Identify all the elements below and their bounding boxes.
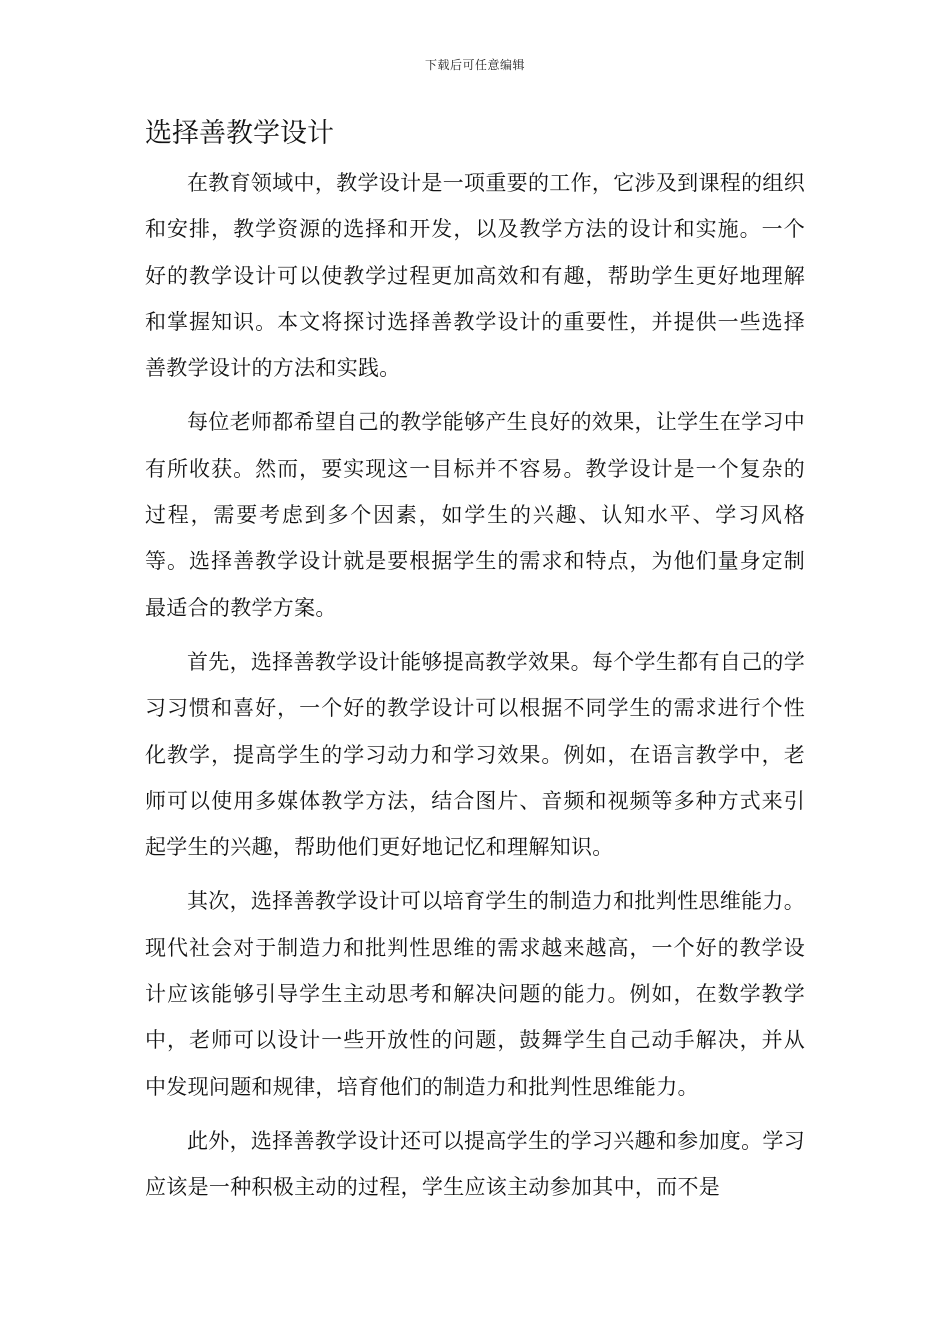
paragraph-5: 此外，选择善教学设计还可以提高学生的学习兴趣和参加度。学习应该是一种积极主动的过程，学生应该主动参加其中，而不是 [145,1128,805,1200]
paragraph-2: 每位老师都希望自己的教学能够产生良好的效果，让学生在学习中有所收获。然而，要实现这一目标并不容易。教学设计是一个复杂的过程，需要考虑到多个因素，如学生的兴趣、认知水平、学习风格等。选择善教学设计就是要根据学生的需求和特点，为他们量身定制最适合的教学方案。 [145,410,805,620]
page-header-note: 下载后可任意编辑 [424,58,525,72]
document-body [145,160,805,1219]
paragraph-3: 首先，选择善教学设计能够提高教学效果。每个学生都有自己的学习习惯和喜好，一个好的教学设计可以根据不同学生的需求进行个性化教学，提高学生的学习动力和学习效果。例如，在语言教学中，老师可以使用多媒体教学方法，结合图片、音频和视频等多种方式来引起学生的兴趣，帮助他们更好地记忆和理解知识。 [145,649,805,860]
document-title: 选择善教学设计 [145,118,334,149]
paragraph-4: 其次，选择善教学设计可以培育学生的制造力和批判性思维能力。现代社会对于制造力和批判性思维的需求越来越高，一个好的教学设计应该能够引导学生主动思考和解决问题的能力。例如，在数学教学中，老师可以设计一些开放性的问题，鼓舞学生自己动手解决，并从中发现问题和规律，培育他们的制造力和批判性思维能力。 [145,889,805,1099]
paragraph-1: 在教育领域中，教学设计是一项重要的工作，它涉及到课程的组织和安排，教学资源的选择和开发，以及教学方法的设计和实施。一个好的教学设计可以使教学过程更加高效和有趣，帮助学生更好地理解和掌握知识。本文将探讨选择善教学设计的重要性，并提供一些选择善教学设计的方法和实践。 [145,171,805,381]
